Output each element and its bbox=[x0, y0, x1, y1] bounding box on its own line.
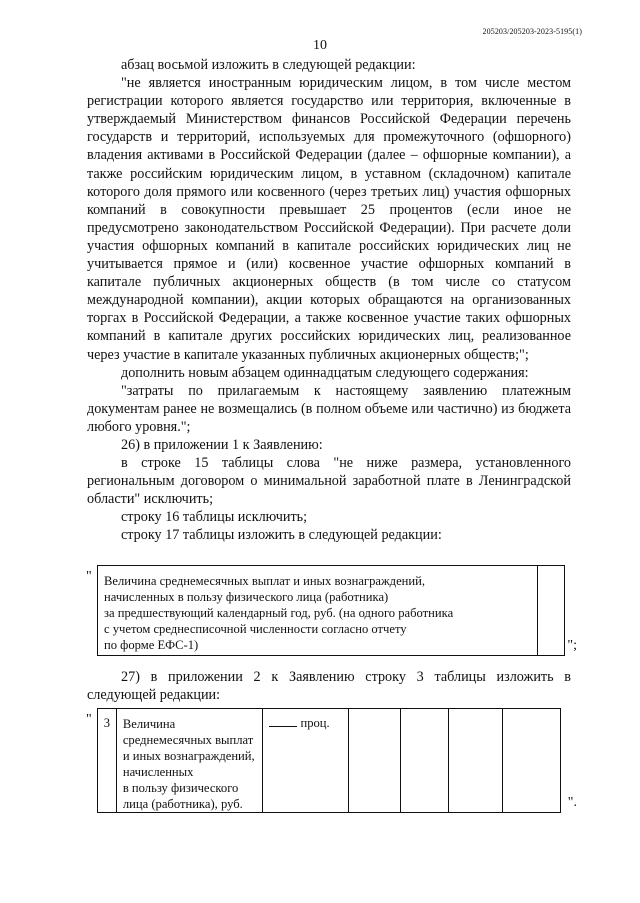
unit-suffix: проц. bbox=[300, 716, 330, 730]
table1-line: по форме ЕФС-1) bbox=[104, 638, 199, 652]
close-quote: "; bbox=[567, 638, 577, 653]
paragraph: 26) в приложении 1 к Заявлению: bbox=[121, 436, 323, 453]
table-row bbox=[98, 709, 561, 813]
table1-desc-cell bbox=[98, 566, 538, 656]
table1-value-cell bbox=[538, 566, 565, 656]
paragraph: абзац восьмой изложить в следующей редакции: bbox=[121, 57, 416, 73]
table2-empty-cell bbox=[348, 709, 400, 813]
table2-empty-cell bbox=[502, 709, 560, 813]
table2-line: и иных вознаграждений, bbox=[122, 749, 255, 763]
table2-desc-cell bbox=[116, 709, 262, 813]
blank-line bbox=[269, 726, 297, 727]
paragraph: строку 17 таблицы изложить в следующей редакции: bbox=[121, 527, 442, 544]
table1-line: за предшествующий календарный год, руб. (на одного работника bbox=[104, 606, 454, 620]
document-id: 205203/205203-2023-5195(1) bbox=[482, 27, 582, 36]
table2-unit-cell bbox=[263, 709, 349, 813]
paragraph: "затраты по прилагаемым к настоящему заявлению платежным документам ранее не возмещались (в полном объеме или частично) из бюджета любого уровня."; bbox=[87, 382, 571, 435]
table2-line: в пользу физического bbox=[122, 781, 239, 795]
table1-line: Величина среднемесячных выплат и иных вознаграждений, bbox=[104, 574, 426, 588]
table1-line: с учетом среднесписочной численности согласно отчету bbox=[104, 622, 407, 636]
table2-line: среднемесячных выплат bbox=[122, 733, 254, 747]
paragraph: в строке 15 таблицы слова "не ниже размера, установленного региональным договором о минимальной заработной плате в Ленинградской области" исключить; bbox=[87, 455, 571, 508]
table1-line: начисленных в пользу физического лица (работника) bbox=[104, 590, 389, 604]
open-quote: " bbox=[86, 712, 92, 727]
paragraph: строку 16 таблицы исключить; bbox=[121, 509, 308, 526]
paragraph-27 bbox=[87, 668, 571, 704]
table2-line: лица (работника), руб. bbox=[122, 797, 243, 811]
row-number-cell: 3 bbox=[98, 709, 117, 813]
open-quote: " bbox=[86, 569, 92, 584]
paragraph: 27) в приложении 2 к Заявлению строку 3 таблицы изложить в следующей редакции: bbox=[87, 669, 571, 704]
table2-empty-cell bbox=[400, 709, 448, 813]
table2-empty-cell bbox=[449, 709, 503, 813]
table1 bbox=[97, 565, 565, 656]
paragraph: "не является иностранным юридическим лицом, в том числе местом регистрации которого является государство или территория, включенные в утверждаемый Министерством финансов Российской Федерации перечень государств и территорий, используемых для промежуточного (офшорного) владения активами в Российской Федерации (далее – офшорные компании), а также российским юридическим лицом, в уставном (складочном) капитале которого доля прямого или косвенного (через третьих лиц) участия офшорных компаний в совокупности превышает 25 процентов (если иное не предусмотрено законодательством Российской Федерации). При расчете доли участия офшорных компаний в капитале российских юридических лиц не учитывается прямое и (или) косвенное участие офшорных компаний в капитале публичных акционерных обществ (в том числе со статусом международной компании), акции которых обращаются на организованных торгах в Российской Федерации, а также косвенное участие таких офшорных компаний в капитале других российских юридических лиц, реализованное через участие в капитале указанных публичных акционерных обществ;"; bbox=[87, 75, 571, 363]
document-body bbox=[87, 56, 571, 545]
paragraph: дополнить новым абзацем одиннадцатым следующего содержания: bbox=[121, 364, 529, 381]
table1-block bbox=[86, 565, 577, 656]
close-quote: ". bbox=[567, 795, 577, 810]
table-row bbox=[98, 566, 565, 656]
table2-block bbox=[86, 708, 577, 813]
table2 bbox=[97, 708, 561, 813]
table2-line: начисленных bbox=[122, 765, 194, 779]
table2-line: Величина bbox=[122, 717, 176, 731]
page-number: 10 bbox=[313, 38, 327, 53]
